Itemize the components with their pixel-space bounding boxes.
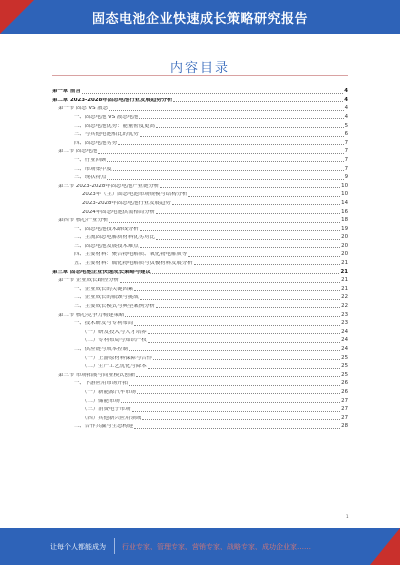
toc-entry[interactable] [52, 215, 348, 224]
toc-entry-page: 4 [344, 96, 348, 103]
footer-tagline: 行业专家、管理专家、营销专家、战略专家、成功企业家…… [122, 543, 311, 551]
toc-leader-dots [173, 101, 343, 102]
toc-entry-page: 10 [341, 191, 348, 198]
page-number: 1 [346, 514, 349, 519]
toc-leader-dots [137, 393, 340, 394]
toc-entry-text: 2023-2028年固态电池行业发展趋势 [82, 200, 171, 206]
toc-entry[interactable] [52, 275, 348, 284]
toc-entry-page: 21 [341, 285, 348, 292]
toc-entry-page: 21 [340, 268, 348, 275]
toc-entry[interactable] [52, 266, 348, 275]
toc-entry-text: （一）上游原材料保障与合作 [82, 355, 153, 361]
toc-entry[interactable] [52, 112, 348, 121]
footer-red-accent [370, 528, 400, 565]
toc-entry-page: 27 [341, 414, 348, 421]
toc-entry-text: 第三节 2023-2028年固态电池产业链分析 [58, 183, 160, 189]
toc-leader-dots [134, 290, 340, 291]
toc-leader-dots [109, 222, 340, 223]
toc-entry-text: 三、主要成长模式与典型案例分析 [74, 304, 155, 310]
toc-entry[interactable] [52, 146, 348, 155]
toc-entry-text: 二、合作共赢与生态构建 [74, 424, 134, 430]
toc-entry-text: 第四节 核心产业分析 [58, 218, 109, 224]
toc-leader-dots [129, 350, 340, 351]
toc-entry[interactable] [52, 224, 348, 233]
toc-entry[interactable] [52, 318, 348, 327]
toc-entry-page: 26 [341, 388, 348, 395]
toc-entry-page: 27 [341, 406, 348, 413]
toc-entry[interactable] [52, 95, 348, 104]
toc-leader-dots [148, 342, 340, 343]
toc-entry-page: 7 [344, 156, 348, 163]
toc-entry-page: 22 [341, 294, 348, 301]
toc-leader-dots [140, 230, 340, 231]
toc-entry[interactable] [52, 181, 348, 190]
toc-leader-dots [142, 419, 340, 420]
toc-entry-page: 25 [341, 354, 348, 361]
toc-entry[interactable] [52, 241, 348, 250]
toc-entry[interactable] [52, 344, 348, 353]
footer-slogan: 让每个人都能成为 [50, 543, 106, 551]
toc-entry-page: 22 [341, 303, 348, 310]
toc-entry[interactable] [52, 103, 348, 112]
toc-entry-text: （一）研发投入与人才培养 [82, 329, 147, 335]
toc-leader-dots [118, 144, 343, 145]
toc-entry-text: 一、行业回顾 [74, 157, 107, 163]
toc-entry[interactable] [52, 327, 348, 336]
toc-leader-dots [188, 196, 340, 197]
toc-leader-dots [152, 273, 340, 274]
toc-entry-page: 6 [344, 131, 348, 138]
toc-entry-page: 23 [341, 311, 348, 318]
toc-leader-dots [188, 256, 340, 257]
toc-entry-text: （二）储能市场 [82, 398, 120, 404]
toc-leader-dots [125, 316, 340, 317]
toc-entry[interactable] [52, 370, 348, 379]
toc-entry-page: 4 [344, 113, 348, 120]
toc-entry[interactable] [52, 120, 348, 129]
toc-leader-dots [156, 213, 340, 214]
toc-entry-text: 二、主流固态电解质材料优劣对比 [74, 235, 155, 241]
toc-entry[interactable] [52, 284, 348, 293]
toc-leader-dots [134, 325, 340, 326]
toc-entry-text: 一、企业成长的关键因素 [74, 286, 134, 292]
toc-leader-dots [109, 110, 344, 111]
toc-entry-text: 二、企业成长的瓶颈与挑战 [74, 295, 139, 301]
toc-entry-text: 一、固态电池技术路线分析 [74, 226, 139, 232]
toc-leader-dots [82, 93, 343, 94]
table-of-contents [52, 86, 348, 430]
toc-leader-dots [160, 187, 340, 188]
toc-entry-text: 第三节 市场拓展与商业模式创新 [58, 372, 136, 378]
toc-entry-text: 第二章 2023-2028年固态电池行业发展趋势分析 [52, 97, 173, 103]
toc-entry-text: 二、固态电池优势：能量密度更高 [74, 123, 155, 129]
toc-entry[interactable] [52, 413, 348, 422]
toc-entry-page: 21 [341, 277, 348, 284]
toc-entry-page: 26 [341, 380, 348, 387]
toc-leader-dots [194, 264, 341, 265]
toc-entry-page: 16 [341, 208, 348, 215]
toc-entry-page: 25 [341, 363, 348, 370]
toc-entry-page: 7 [344, 165, 348, 172]
toc-entry-page: 23 [341, 320, 348, 327]
toc-entry[interactable] [52, 309, 348, 318]
toc-entry[interactable] [52, 378, 348, 387]
toc-entry[interactable] [52, 395, 348, 404]
toc-entry[interactable] [52, 352, 348, 361]
toc-entry[interactable] [52, 189, 348, 198]
toc-entry-text: 一、下游应用市场开拓 [74, 381, 128, 387]
toc-heading: 内容目录 [169, 61, 230, 76]
toc-leader-dots [140, 299, 340, 300]
toc-entry[interactable] [52, 249, 348, 258]
toc-entry-text: 三、现状特点 [74, 175, 107, 181]
toc-leader-dots [148, 333, 340, 334]
toc-leader-dots [140, 247, 340, 248]
toc-entry-text: （一）新能源汽车市场 [82, 389, 136, 395]
toc-entry-text: 五、主要材料：硫化物电解质与负极材料发展分析 [74, 261, 193, 267]
toc-entry-page: 20 [341, 234, 348, 241]
toc-entry-text: 2023年（主）固态电池市场规模与结构分析 [82, 192, 188, 198]
toc-entry-text: 四、固态电池劣势 [74, 140, 118, 146]
toc-entry-page: 20 [341, 242, 348, 249]
toc-entry-text: 一、技术研发与专利布局 [74, 321, 134, 327]
toc-entry-text: （二）专利布局与知识产权 [82, 338, 147, 344]
toc-entry-page: 14 [341, 199, 348, 206]
toc-entry-page: 24 [341, 346, 348, 352]
toc-entry-page: 28 [341, 423, 348, 430]
toc-entry-page: 25 [341, 371, 348, 378]
toc-entry[interactable] [52, 232, 348, 241]
toc-leader-dots [140, 136, 344, 137]
toc-leader-dots [129, 385, 340, 386]
toc-entry-text: 第三章 固态电池企业快速成长策略与建议 [52, 269, 151, 275]
toc-entry-text: 第一章 前言 [52, 89, 81, 95]
toc-entry-page: 5 [344, 122, 348, 129]
toc-entry-page: 9 [344, 174, 348, 181]
toc-entry-page: 19 [341, 225, 348, 232]
toc-entry-page: 21 [341, 260, 348, 267]
toc-entry-page: 10 [341, 182, 348, 189]
toc-entry[interactable] [52, 206, 348, 215]
footer-divider [114, 538, 115, 554]
toc-entry-text: （三）消费电子市场 [82, 407, 131, 413]
toc-entry[interactable] [52, 86, 348, 95]
toc-entry[interactable] [52, 258, 348, 267]
report-header-banner [0, 0, 400, 34]
toc-entry-text: （四）其他新兴应用领域 [82, 415, 142, 421]
toc-entry-text: 二、市场集中度 [74, 166, 112, 172]
toc-leader-dots [156, 127, 344, 128]
report-title: 固态电池企业快速成长策略研究报告 [91, 12, 308, 27]
toc-entry-page: 20 [341, 251, 348, 258]
toc-entry[interactable] [52, 335, 348, 344]
toc-entry-page: 4 [344, 88, 348, 95]
toc-leader-dots [120, 282, 340, 283]
toc-entry[interactable] [52, 172, 348, 181]
toc-entry[interactable] [52, 198, 348, 207]
toc-entry-text: 三、固态电池发展技术难点 [74, 243, 139, 249]
toc-entry-page: 24 [341, 337, 348, 344]
toc-leader-dots [136, 376, 340, 377]
toc-leader-dots [156, 239, 340, 240]
toc-leader-dots [148, 368, 340, 369]
toc-leader-dots [98, 153, 343, 154]
toc-entry-page: 4 [344, 105, 348, 112]
toc-entry-text: 四、主要材料：聚合物电解质、氧化物电解质等 [74, 252, 188, 258]
toc-leader-dots [134, 428, 340, 429]
toc-entry[interactable] [52, 138, 348, 147]
toc-leader-dots [107, 179, 343, 180]
toc-entry-page: 7 [344, 148, 348, 155]
toc-entry-page: 7 [344, 139, 348, 146]
toc-entry[interactable] [52, 404, 348, 413]
toc-entry[interactable] [52, 361, 348, 370]
toc-entry-text: 二、供应链与成本控制 [74, 347, 128, 352]
toc-entry-text: 第一节 企业成长路径分析 [58, 278, 120, 284]
toc-leader-dots [139, 118, 343, 119]
toc-leader-dots [107, 161, 343, 162]
toc-entry-text: （二）生产工艺优化与降本 [82, 364, 147, 370]
toc-entry-text: 一、固态电池 VS 液态电池 [74, 114, 139, 120]
toc-leader-dots [121, 402, 340, 403]
toc-leader-dots [156, 307, 340, 308]
toc-entry-text: 第二节 固态电池 [58, 149, 98, 155]
toc-entry-text: 第一节 固态 VS 液态 [58, 106, 108, 112]
toc-entry[interactable] [52, 163, 348, 172]
toc-entry-text: 三、与其他电池相比的优势 [74, 132, 139, 138]
toc-entry[interactable] [52, 129, 348, 138]
toc-entry[interactable] [52, 421, 348, 430]
footer-banner [0, 528, 400, 565]
toc-leader-dots [132, 411, 341, 412]
toc-leader-dots [153, 359, 340, 360]
toc-entry-text: 2024年固态电池供需格局分析 [82, 209, 156, 215]
toc-leader-dots [172, 204, 340, 205]
toc-entry[interactable] [52, 292, 348, 301]
toc-entry[interactable] [52, 387, 348, 396]
toc-entry[interactable] [52, 155, 348, 164]
toc-entry-page: 24 [341, 328, 348, 335]
toc-divider [52, 75, 348, 76]
toc-entry-page: 18 [341, 217, 348, 224]
toc-entry[interactable] [52, 301, 348, 310]
toc-entry-page: 27 [341, 397, 348, 404]
toc-entry-text: 第二节 核心竞争力构建策略 [58, 312, 125, 318]
toc-leader-dots [113, 170, 344, 171]
